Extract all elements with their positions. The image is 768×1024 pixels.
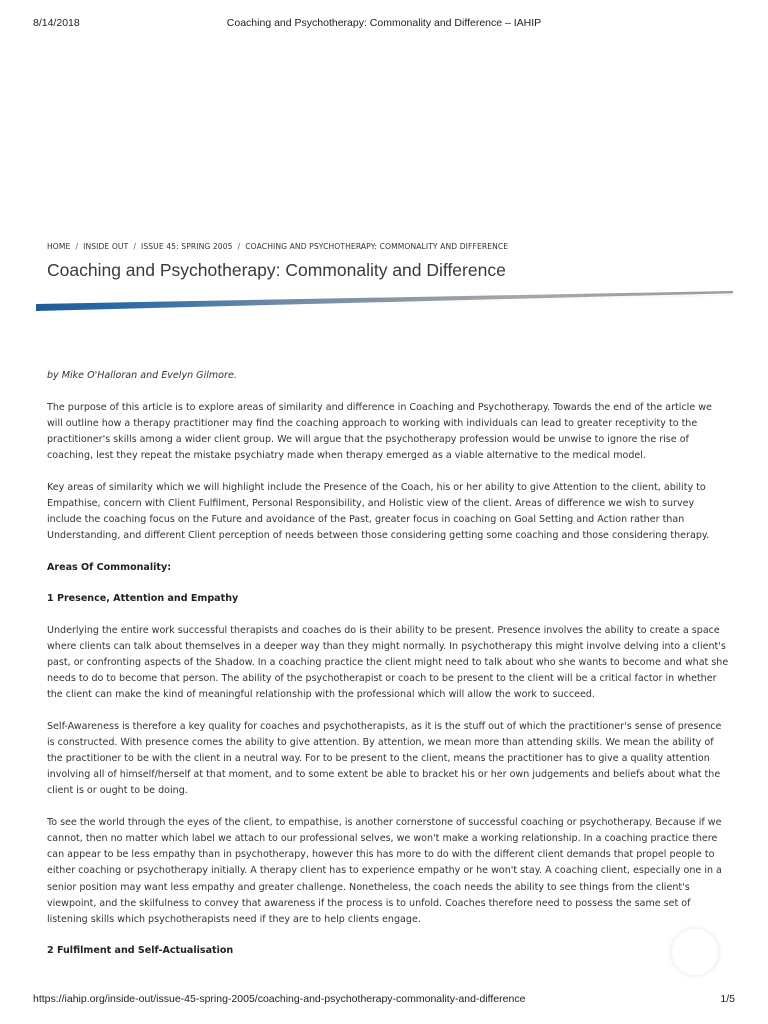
breadcrumb-issue-45[interactable]: ISSUE 45: SPRING 2005 (141, 242, 233, 251)
print-date: 8/14/2018 (33, 17, 80, 29)
print-page-title: Coaching and Psychotherapy: Commonality and Difference – IAHIP (226, 17, 542, 29)
section-heading-fulfilment: 2 Fulfilment and Self-Actualisation (47, 945, 234, 957)
presence-paragraph-3: To see the world through the eyes of the client, to empathise, is another cornerstone of successful coaching or psychotherapy. Because if we cannot, then no matter which label we attach to our professional selves, we won't make a working relationship. In a coaching practice there can appear to be less empathy than in psychotherapy, however this has more to do with the different client demands that propel people to either coaching or psychotherapy initially. A therapy client has to experience empathy or he won't stay. A coaching client, especially one in a senior position may want less empathy and greater challenge. Nonetheless, the coach needs the ability to see things from the client's viewpoint, and the skilfulness to convey that awareness if the process is to unfold. Coaches therefore need to possess the same set of listening skills which psychotherapists need if they are to help clients engage. (47, 817, 722, 925)
breadcrumb-separator: / (237, 242, 241, 251)
print-page-number: 1/5 (720, 993, 735, 1005)
breadcrumb-separator: / (133, 242, 136, 251)
print-footer (0, 993, 768, 1007)
print-url: https://iahip.org/inside-out/issue-45-spring-2005/coaching-and-psychotherapy-commonality-and-difference (33, 993, 526, 1005)
title-underline-band (36, 288, 733, 322)
intro-paragraph-2: Key areas of similarity which we will highlight include the Presence of the Coach, his or her ability to give Attention to the client, ability to Empathise, concern with Client Fulfilment, Personal Responsibility, and Holistic view of the client. Areas of difference we wish to survey include the coaching focus on the Future and avoidance of the Past, greater focus in coaching on Goal Setting and Action rather than Understanding, and different Client perception of needs between those considering getting some coaching and those considering therapy. (47, 481, 710, 541)
section-heading-commonality: Areas Of Commonality: (47, 561, 172, 573)
scroll-to-top-icon[interactable] (672, 929, 718, 975)
presence-paragraph-1: Underlying the entire work successful therapists and coaches do is their ability to be present. Presence involves the ability to create a space where clients can talk about themselves in a deeper way than they might normally. In psychotherapy this might involve delving into a client's past, or confronting aspects of the Shadow. In a coaching practice the client might need to talk about who she wants to become and what she needs to do to become that person. The ability of the psychotherapist or coach to be present to the client will be a critical factor in whether the client can make the kind of meaningful relationship with the professional which will allow the work to succeed. (47, 625, 729, 701)
article-byline: by Mike O'Halloran and Evelyn Gilmore. (47, 370, 237, 381)
breadcrumb-home[interactable]: HOME (47, 242, 71, 251)
print-header (0, 17, 768, 31)
breadcrumb-current: COACHING AND PSYCHOTHERAPY: COMMONALITY AND DIFFERENCE (245, 242, 509, 251)
breadcrumb-inside-out[interactable]: INSIDE OUT (83, 242, 129, 251)
breadcrumb (47, 242, 508, 251)
section-heading-presence: 1 Presence, Attention and Empathy (47, 593, 239, 605)
article-body (47, 368, 730, 975)
page-title: Coaching and Psychotherapy: Commonality and Difference (47, 260, 506, 280)
breadcrumb-separator: / (75, 242, 79, 251)
intro-paragraph-1: The purpose of this article is to explore areas of similarity and difference in Coaching and Psychotherapy. Towards the end of the article we will outline how a therapy practitioner may find the coaching approach to working with individuals can lead to greater receptivity to the practitioner's skills among a wider client group. We will argue that the psychotherapy profession would be unwise to ignore the rise of coaching, lest they repeat the mistake psychiatry made when therapy emerged as a viable alternative to the medical model. (47, 401, 712, 461)
presence-paragraph-2: Self-Awareness is therefore a key quality for coaches and psychotherapists, as it is the stuff out of which the practitioner's sense of presence is constructed. With presence comes the ability to give attention. By attention, we mean more than attending skills. We mean the ability of the practitioner to be with the client in a neutral way. For to be present to the client, means the practitioner has to give a quality attention involving all of himself/herself at that moment, and to some extent be able to bracket his or her own judgements and beliefs about what the client is or ought to be doing. (47, 721, 722, 797)
